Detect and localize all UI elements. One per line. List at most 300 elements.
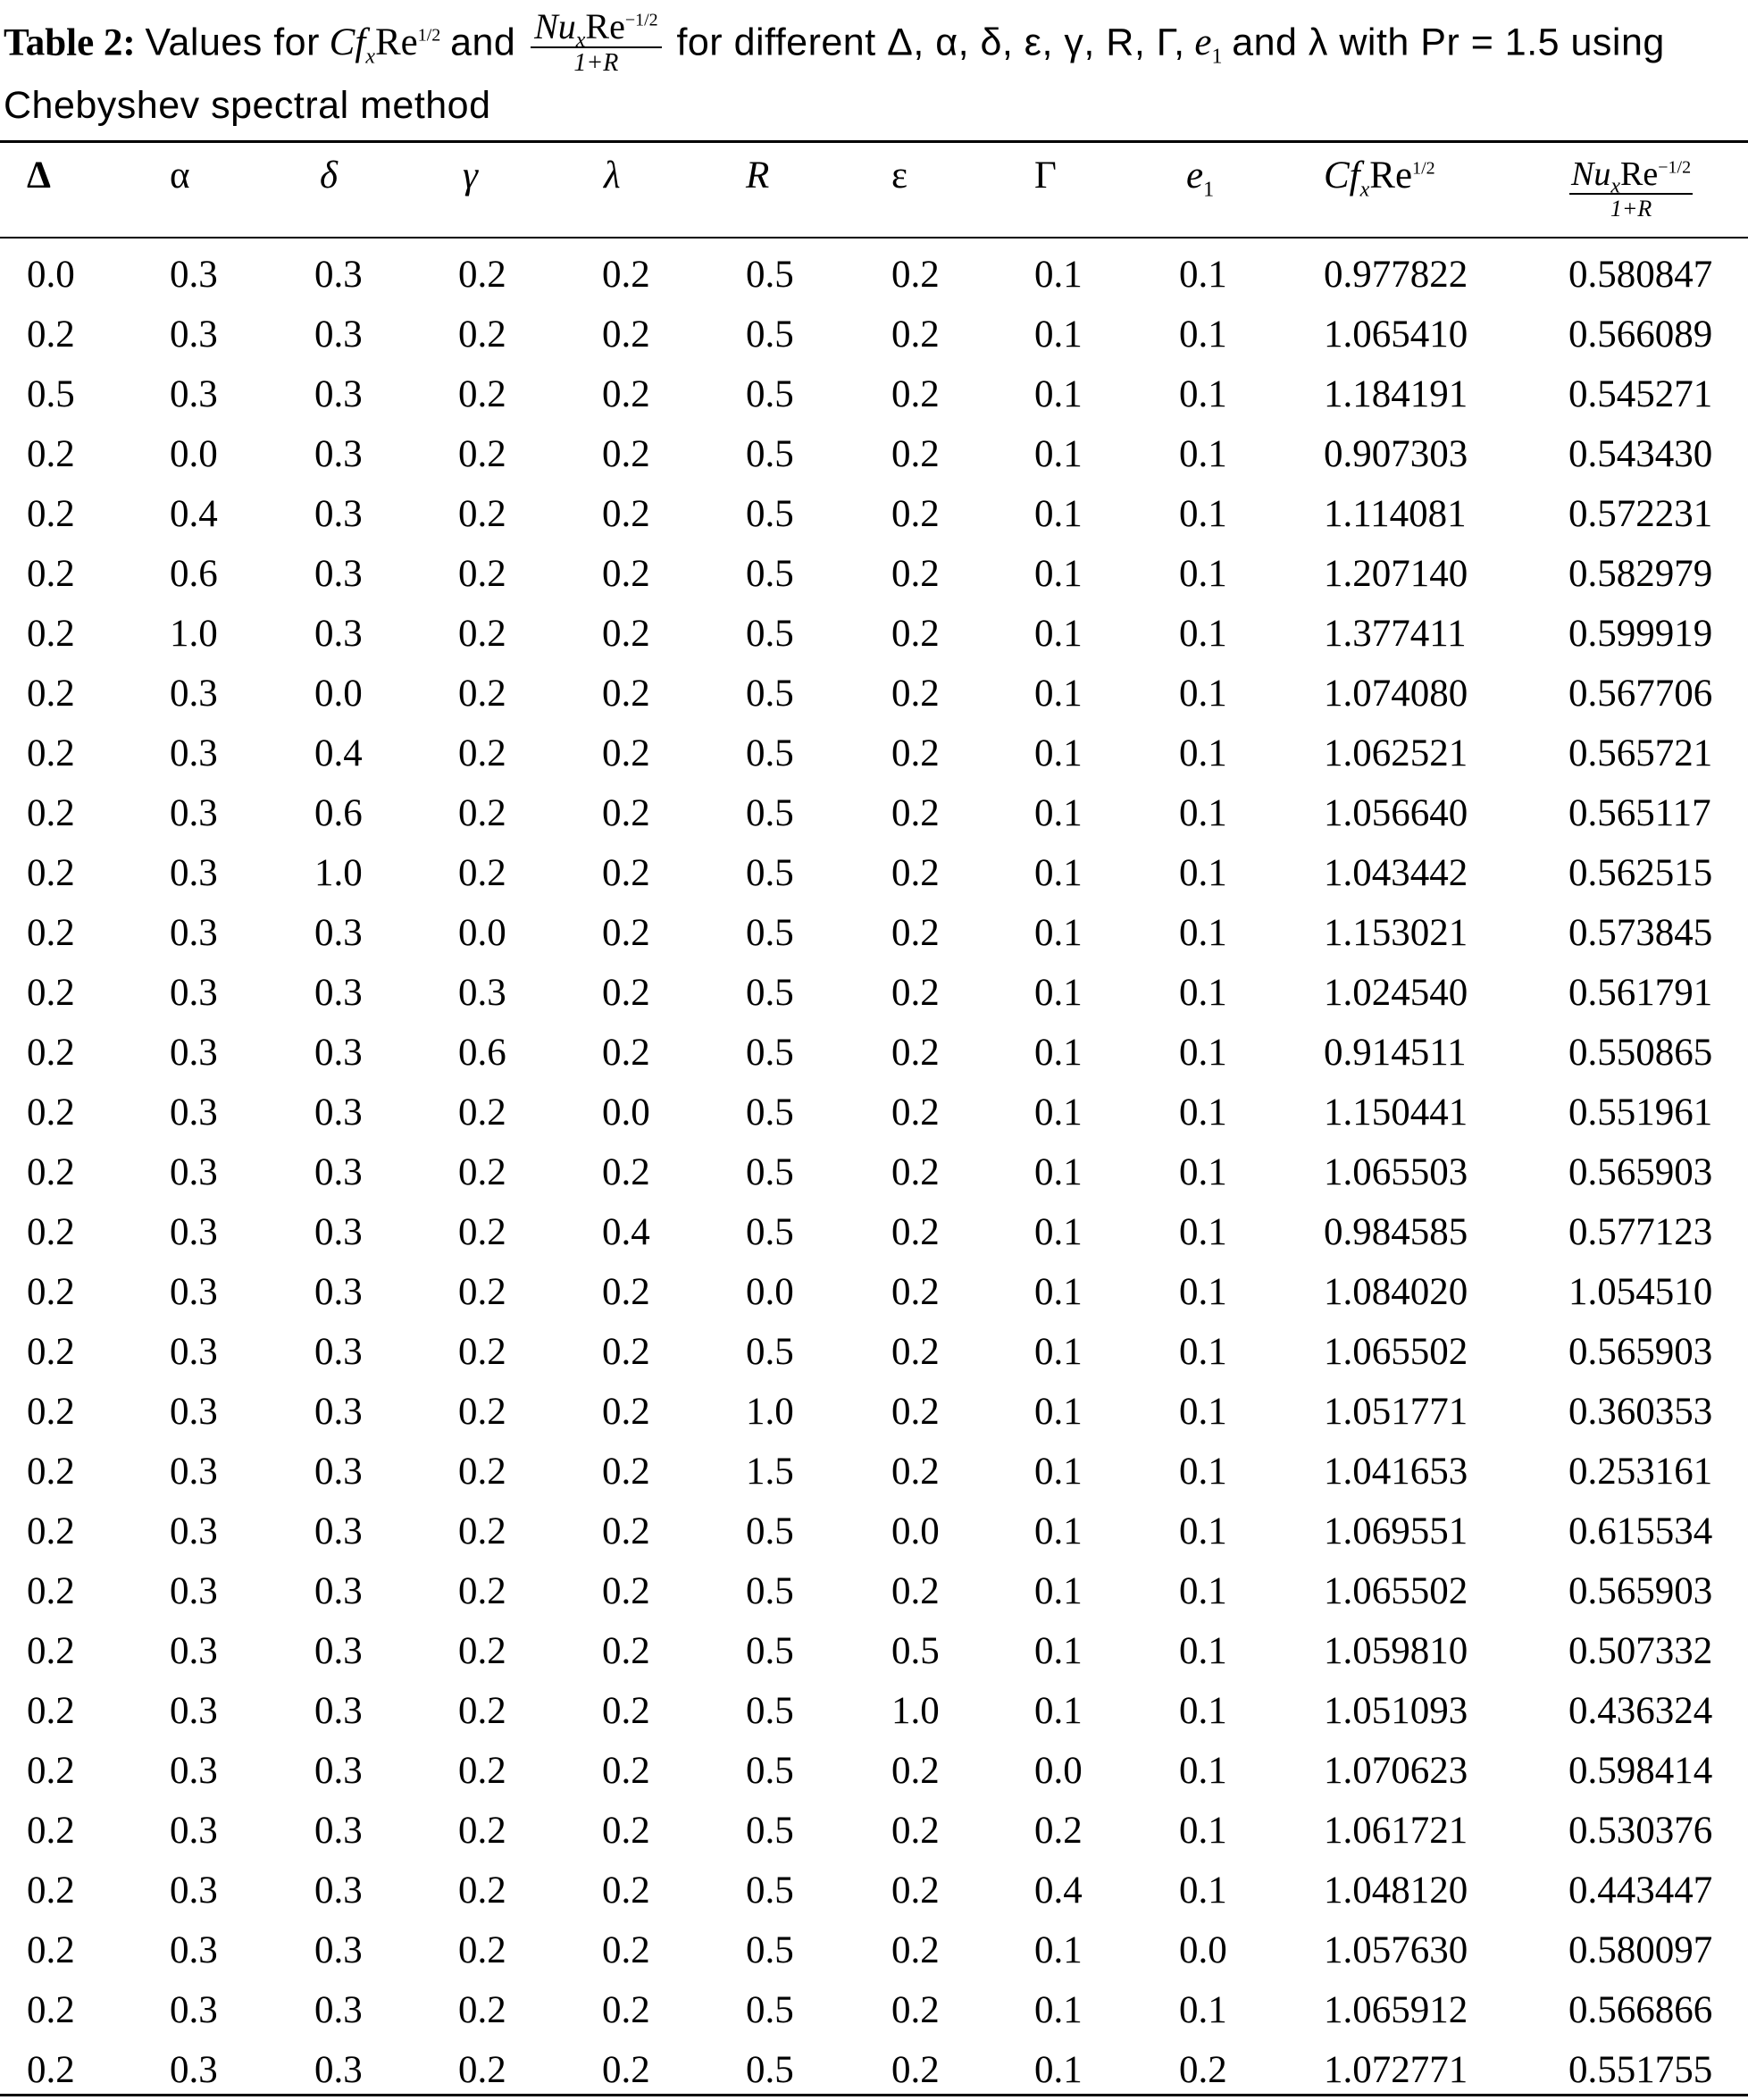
cell-gamma-upper: 0.1: [1034, 972, 1083, 1014]
cell-epsilon: 0.2: [891, 1750, 940, 1792]
cell-alpha: 0.3: [170, 1391, 218, 1433]
cell-lambda: 0.2: [602, 1391, 650, 1433]
cell-skin-friction: 0.977822: [1324, 254, 1468, 296]
cell-alpha: 0.3: [170, 1151, 218, 1193]
cell-skin-friction: 1.065503: [1324, 1151, 1468, 1193]
header-e1: $e_1$: [1186, 155, 1215, 202]
cell-gamma-upper: 0.1: [1034, 673, 1083, 715]
cell-lambda: 0.2: [602, 792, 650, 834]
cell-lambda: 0.2: [602, 553, 650, 595]
cell-skin-friction: 1.114081: [1324, 493, 1467, 535]
cell-delta: 0.3: [314, 314, 363, 356]
cell-gamma: 0.2: [458, 1451, 506, 1493]
cell-gamma: 0.2: [458, 613, 506, 655]
cell-r: 0.5: [746, 673, 794, 715]
cell-gamma-upper: 0.1: [1034, 912, 1083, 954]
cell-lambda: 0.2: [602, 373, 650, 415]
cell-gamma-upper: 0.2: [1034, 1810, 1083, 1852]
cell-alpha: 0.3: [170, 1032, 218, 1074]
cell-alpha: 0.3: [170, 852, 218, 894]
cell-gamma: 0.2: [458, 1690, 506, 1732]
cell-gamma: 0.2: [458, 1810, 506, 1852]
cell-lambda: 0.2: [602, 1870, 650, 1912]
cell-alpha: 0.3: [170, 732, 218, 774]
table-row: [0, 1621, 1748, 1681]
cell-skin-friction: 1.024540: [1324, 972, 1468, 1014]
cell-delta-upper: 0.2: [27, 792, 75, 834]
cell-gamma: 0.2: [458, 792, 506, 834]
cell-e1: 0.1: [1179, 1570, 1227, 1612]
cell-r: 0.5: [746, 1510, 794, 1552]
cell-e1: 0.1: [1179, 1690, 1227, 1732]
cell-gamma-upper: 0.4: [1034, 1870, 1083, 1912]
cell-delta-upper: 0.0: [27, 254, 75, 296]
cell-gamma-upper: 0.1: [1034, 2049, 1083, 2091]
table-row: [0, 1502, 1748, 1561]
table-row: [0, 1561, 1748, 1621]
cell-e1: 0.1: [1179, 1032, 1227, 1074]
cell-alpha: 0.3: [170, 254, 218, 296]
cell-gamma-upper: 0.1: [1034, 433, 1083, 475]
cell-epsilon: 0.2: [891, 852, 940, 894]
cell-r: 0.5: [746, 1870, 794, 1912]
cell-nusselt: 0.565117: [1568, 792, 1711, 834]
cell-r: 0.5: [746, 2049, 794, 2091]
cell-r: 0.5: [746, 1331, 794, 1373]
cell-lambda: 0.2: [602, 1032, 650, 1074]
cell-r: 0.5: [746, 732, 794, 774]
cell-gamma: 0.2: [458, 2049, 506, 2091]
cell-gamma-upper: 0.1: [1034, 493, 1083, 535]
cell-epsilon: 0.2: [891, 254, 940, 296]
cell-lambda: 0.2: [602, 1570, 650, 1612]
cell-delta: 0.3: [314, 1331, 363, 1373]
cell-e1: 0.1: [1179, 673, 1227, 715]
cell-alpha: 0.3: [170, 2049, 218, 2091]
cell-alpha: 0.3: [170, 1870, 218, 1912]
cell-delta-upper: 0.2: [27, 493, 75, 535]
cell-nusselt: 0.543430: [1568, 433, 1713, 475]
cell-nusselt: 0.567706: [1568, 673, 1713, 715]
caption-nu-fraction: $\frac{Nu_xRe^{-1/2}}{1+R}$: [531, 9, 662, 76]
cell-lambda: 0.2: [602, 314, 650, 356]
table-row: [0, 724, 1748, 783]
cell-gamma: 0.2: [458, 373, 506, 415]
cell-delta: 0.3: [314, 1211, 363, 1253]
cell-gamma: 0.2: [458, 1151, 506, 1193]
header-epsilon: ε: [891, 155, 908, 197]
cell-e1: 0.1: [1179, 912, 1227, 954]
cell-nusselt: 0.565903: [1568, 1331, 1713, 1373]
cell-e1: 0.1: [1179, 1092, 1227, 1134]
cell-epsilon: 0.5: [891, 1630, 940, 1672]
header-gamma: γ: [463, 155, 478, 197]
cell-nusselt: 0.360353: [1568, 1391, 1713, 1433]
cell-gamma: 0.2: [458, 314, 506, 356]
cell-delta: 0.3: [314, 373, 363, 415]
cell-delta-upper: 0.2: [27, 1092, 75, 1134]
cell-skin-friction: 0.914511: [1324, 1032, 1467, 1074]
cell-gamma: 0.2: [458, 1391, 506, 1433]
cell-delta-upper: 0.2: [27, 1451, 75, 1493]
cell-skin-friction: 1.056640: [1324, 792, 1468, 834]
cell-delta-upper: 0.5: [27, 373, 75, 415]
cell-alpha: 0.3: [170, 1750, 218, 1792]
cell-nusselt: 0.530376: [1568, 1810, 1713, 1852]
cell-delta-upper: 0.2: [27, 1151, 75, 1193]
cell-nusselt: 0.577123: [1568, 1211, 1713, 1253]
cell-r: 0.5: [746, 254, 794, 296]
caption-text-and-lambda: and λ with Pr = 1.5 using: [1232, 21, 1665, 64]
cell-gamma: 0.2: [458, 732, 506, 774]
cell-e1: 0.1: [1179, 1331, 1227, 1373]
cell-alpha: 0.3: [170, 673, 218, 715]
table-header-row: [0, 143, 1748, 236]
cell-delta-upper: 0.2: [27, 1750, 75, 1792]
cell-delta-upper: 0.2: [27, 673, 75, 715]
cell-alpha: 0.3: [170, 1211, 218, 1253]
cell-r: 0.5: [746, 1750, 794, 1792]
cell-gamma-upper: 0.0: [1034, 1750, 1083, 1792]
cell-lambda: 0.2: [602, 1929, 650, 1971]
cell-gamma-upper: 0.1: [1034, 1092, 1083, 1134]
caption-text-and: and: [450, 21, 516, 64]
cell-e1: 0.2: [1179, 2049, 1227, 2091]
cell-gamma: 0.2: [458, 852, 506, 894]
cell-gamma-upper: 0.1: [1034, 1451, 1083, 1493]
cell-r: 0.5: [746, 433, 794, 475]
table-bottom-rule: [0, 2094, 1748, 2096]
cell-delta: 0.3: [314, 493, 363, 535]
cell-delta: 1.0: [314, 852, 363, 894]
cell-delta: 0.3: [314, 972, 363, 1014]
cell-gamma: 0.2: [458, 1211, 506, 1253]
cell-delta: 0.3: [314, 1032, 363, 1074]
cell-nusselt: 0.582979: [1568, 553, 1713, 595]
cell-delta-upper: 0.2: [27, 1211, 75, 1253]
header-skin-friction: $Cf_xRe^{1/2}$: [1324, 155, 1435, 202]
cell-gamma-upper: 0.1: [1034, 1032, 1083, 1074]
caption-text-values-for: Values for: [145, 21, 320, 64]
cell-gamma-upper: 0.1: [1034, 1211, 1083, 1253]
cell-alpha: 0.3: [170, 972, 218, 1014]
cell-delta: 0.3: [314, 1630, 363, 1672]
cell-gamma: 0.2: [458, 1870, 506, 1912]
cell-gamma: 0.2: [458, 1510, 506, 1552]
cell-alpha: 0.3: [170, 1451, 218, 1493]
cell-delta-upper: 0.2: [27, 1032, 75, 1074]
cell-delta: 0.6: [314, 792, 363, 834]
cell-epsilon: 0.2: [891, 1570, 940, 1612]
cell-gamma-upper: 0.1: [1034, 852, 1083, 894]
cell-epsilon: 0.2: [891, 1870, 940, 1912]
cell-gamma: 0.2: [458, 1750, 506, 1792]
cell-e1: 0.1: [1179, 553, 1227, 595]
cell-gamma: 0.2: [458, 1989, 506, 2031]
cell-lambda: 0.2: [602, 1690, 650, 1732]
table-row: [0, 1142, 1748, 1202]
cell-e1: 0.1: [1179, 1271, 1227, 1313]
cell-skin-friction: 1.069551: [1324, 1510, 1468, 1552]
cell-lambda: 0.2: [602, 1630, 650, 1672]
cell-lambda: 0.2: [602, 493, 650, 535]
cell-r: 1.5: [746, 1451, 794, 1493]
caption-e1: $e_1$: [1194, 21, 1223, 69]
table-row: [0, 1023, 1748, 1083]
cell-alpha: 0.3: [170, 1630, 218, 1672]
cell-gamma: 0.2: [458, 1331, 506, 1373]
cell-epsilon: 0.2: [891, 2049, 940, 2091]
cell-epsilon: 0.2: [891, 1331, 940, 1373]
cell-e1: 0.1: [1179, 732, 1227, 774]
header-delta-upper: Δ: [27, 155, 51, 197]
cell-e1: 0.1: [1179, 1211, 1227, 1253]
cell-nusselt: 1.054510: [1568, 1271, 1713, 1313]
cell-gamma: 0.2: [458, 433, 506, 475]
cell-e1: 0.1: [1179, 433, 1227, 475]
cell-gamma: 0.2: [458, 1271, 506, 1313]
cell-skin-friction: 0.984585: [1324, 1211, 1468, 1253]
cell-r: 0.5: [746, 553, 794, 595]
cell-skin-friction: 1.070623: [1324, 1750, 1468, 1792]
cell-skin-friction: 1.051093: [1324, 1690, 1468, 1732]
cell-skin-friction: 1.065410: [1324, 314, 1468, 356]
cell-r: 0.5: [746, 852, 794, 894]
cell-nusselt: 0.566866: [1568, 1989, 1713, 2031]
cell-delta: 0.3: [314, 2049, 363, 2091]
cell-e1: 0.1: [1179, 1451, 1227, 1493]
cell-delta: 0.3: [314, 1870, 363, 1912]
cell-alpha: 0.3: [170, 1989, 218, 2031]
cell-nusselt: 0.443447: [1568, 1870, 1713, 1912]
cell-epsilon: 0.2: [891, 1032, 940, 1074]
cell-lambda: 0.2: [602, 433, 650, 475]
cell-gamma-upper: 0.1: [1034, 1570, 1083, 1612]
cell-gamma-upper: 0.1: [1034, 1929, 1083, 1971]
table-row: [0, 1382, 1748, 1442]
cell-lambda: 0.2: [602, 613, 650, 655]
cell-lambda: 0.0: [602, 1092, 650, 1134]
cell-delta: 0.3: [314, 1690, 363, 1732]
cell-delta-upper: 0.2: [27, 1331, 75, 1373]
cell-gamma-upper: 0.1: [1034, 1271, 1083, 1313]
cell-alpha: 0.3: [170, 792, 218, 834]
cell-gamma: 0.3: [458, 972, 506, 1014]
cell-lambda: 0.2: [602, 2049, 650, 2091]
cell-nusselt: 0.565903: [1568, 1151, 1713, 1193]
cell-delta-upper: 0.2: [27, 1870, 75, 1912]
cell-epsilon: 0.2: [891, 1451, 940, 1493]
table-body: [0, 245, 1748, 2100]
table-row: [0, 364, 1748, 424]
cell-epsilon: 0.0: [891, 1510, 940, 1552]
cell-r: 0.5: [746, 1092, 794, 1134]
cell-nusselt: 0.545271: [1568, 373, 1713, 415]
cell-delta-upper: 0.2: [27, 1690, 75, 1732]
cell-epsilon: 0.2: [891, 673, 940, 715]
header-gamma-upper: Γ: [1034, 155, 1057, 197]
cell-gamma: 0.2: [458, 1570, 506, 1612]
cell-skin-friction: 0.907303: [1324, 433, 1468, 475]
cell-alpha: 0.3: [170, 1271, 218, 1313]
cell-gamma: 0.2: [458, 1092, 506, 1134]
cell-alpha: 0.3: [170, 1570, 218, 1612]
cell-lambda: 0.2: [602, 1271, 650, 1313]
cell-delta-upper: 0.2: [27, 852, 75, 894]
table-row: [0, 245, 1748, 305]
cell-alpha: 0.6: [170, 553, 218, 595]
table-header-rule: [0, 237, 1748, 238]
cell-delta: 0.3: [314, 912, 363, 954]
cell-delta: 0.3: [314, 1929, 363, 1971]
cell-alpha: 0.3: [170, 1690, 218, 1732]
table-row: [0, 604, 1748, 664]
table-row: [0, 1083, 1748, 1142]
cell-gamma-upper: 0.1: [1034, 1510, 1083, 1552]
cell-gamma: 0.0: [458, 912, 506, 954]
cell-gamma-upper: 0.1: [1034, 1630, 1083, 1672]
cell-alpha: 0.3: [170, 1510, 218, 1552]
cell-alpha: 0.0: [170, 433, 218, 475]
cell-e1: 0.1: [1179, 1750, 1227, 1792]
cell-gamma-upper: 0.1: [1034, 1331, 1083, 1373]
cell-gamma-upper: 0.1: [1034, 254, 1083, 296]
cell-epsilon: 0.2: [891, 493, 940, 535]
cell-gamma: 0.2: [458, 1929, 506, 1971]
cell-r: 0.5: [746, 314, 794, 356]
cell-epsilon: 0.2: [891, 1211, 940, 1253]
cell-delta-upper: 0.2: [27, 1630, 75, 1672]
cell-epsilon: 0.2: [891, 373, 940, 415]
cell-skin-friction: 1.048120: [1324, 1870, 1468, 1912]
table-row: [0, 664, 1748, 724]
cell-lambda: 0.2: [602, 1451, 650, 1493]
cell-e1: 0.1: [1179, 972, 1227, 1014]
caption-text-for-different: for different Δ, α, δ, ε, γ, R, Γ,: [676, 21, 1185, 64]
cell-e1: 0.1: [1179, 1989, 1227, 2031]
table-row: [0, 2040, 1748, 2100]
cell-e1: 0.1: [1179, 613, 1227, 655]
cell-r: 0.5: [746, 1690, 794, 1732]
cell-skin-friction: 1.072771: [1324, 2049, 1468, 2091]
cell-gamma-upper: 0.1: [1034, 792, 1083, 834]
cell-epsilon: 0.2: [891, 1271, 940, 1313]
cell-epsilon: 0.2: [891, 433, 940, 475]
cell-skin-friction: 1.065502: [1324, 1570, 1468, 1612]
cell-delta-upper: 0.2: [27, 314, 75, 356]
table-row: [0, 1920, 1748, 1980]
cell-delta: 0.3: [314, 613, 363, 655]
cell-delta-upper: 0.2: [27, 732, 75, 774]
cell-skin-friction: 1.065912: [1324, 1989, 1468, 2031]
cell-alpha: 1.0: [170, 613, 218, 655]
cell-e1: 0.1: [1179, 373, 1227, 415]
cell-skin-friction: 1.184191: [1324, 373, 1468, 415]
cell-delta: 0.3: [314, 254, 363, 296]
cell-delta: 0.3: [314, 1810, 363, 1852]
cell-alpha: 0.3: [170, 314, 218, 356]
cell-e1: 0.1: [1179, 1391, 1227, 1433]
header-r: R: [746, 155, 770, 197]
cell-delta: 0.3: [314, 433, 363, 475]
cell-epsilon: 0.2: [891, 732, 940, 774]
table-row: [0, 843, 1748, 903]
cell-gamma-upper: 0.1: [1034, 1391, 1083, 1433]
cell-nusselt: 0.566089: [1568, 314, 1713, 356]
cell-e1: 0.1: [1179, 1630, 1227, 1672]
cell-delta: 0.3: [314, 1391, 363, 1433]
cell-skin-friction: 1.059810: [1324, 1630, 1468, 1672]
cell-epsilon: 0.2: [891, 1989, 940, 2031]
cell-delta-upper: 0.2: [27, 972, 75, 1014]
cell-epsilon: 0.2: [891, 1092, 940, 1134]
cell-nusselt: 0.598414: [1568, 1750, 1713, 1792]
cell-e1: 0.1: [1179, 314, 1227, 356]
cell-nusselt: 0.562515: [1568, 852, 1713, 894]
cell-lambda: 0.2: [602, 254, 650, 296]
cell-skin-friction: 1.084020: [1324, 1271, 1468, 1313]
table-row: [0, 1681, 1748, 1741]
cell-nusselt: 0.580847: [1568, 254, 1713, 296]
cell-r: 0.5: [746, 1151, 794, 1193]
cell-skin-friction: 1.150441: [1324, 1092, 1468, 1134]
cell-delta-upper: 0.2: [27, 2049, 75, 2091]
cell-gamma-upper: 0.1: [1034, 1989, 1083, 2031]
table-row: [0, 1442, 1748, 1502]
cell-r: 0.5: [746, 1211, 794, 1253]
cell-alpha: 0.3: [170, 1092, 218, 1134]
cell-delta-upper: 0.2: [27, 1810, 75, 1852]
table-row: [0, 1980, 1748, 2040]
cell-lambda: 0.2: [602, 1151, 650, 1193]
cell-skin-friction: 1.041653: [1324, 1451, 1468, 1493]
cell-delta: 0.3: [314, 1451, 363, 1493]
cell-nusselt: 0.436324: [1568, 1690, 1713, 1732]
cell-skin-friction: 1.065502: [1324, 1331, 1468, 1373]
cell-delta-upper: 0.2: [27, 433, 75, 475]
cell-skin-friction: 1.057630: [1324, 1929, 1468, 1971]
cell-delta: 0.0: [314, 673, 363, 715]
cell-nusselt: 0.573845: [1568, 912, 1713, 954]
cell-delta: 0.3: [314, 1570, 363, 1612]
cell-gamma: 0.2: [458, 254, 506, 296]
cell-e1: 0.1: [1179, 1870, 1227, 1912]
cell-delta-upper: 0.2: [27, 1989, 75, 2031]
cell-gamma-upper: 0.1: [1034, 373, 1083, 415]
cell-e1: 0.1: [1179, 1510, 1227, 1552]
cell-epsilon: 0.2: [891, 613, 940, 655]
cell-alpha: 0.3: [170, 1331, 218, 1373]
cell-delta: 0.3: [314, 1271, 363, 1313]
cell-gamma-upper: 0.1: [1034, 314, 1083, 356]
cell-e1: 0.1: [1179, 792, 1227, 834]
cell-gamma-upper: 0.1: [1034, 732, 1083, 774]
cell-r: 0.5: [746, 912, 794, 954]
cell-nusselt: 0.565903: [1568, 1570, 1713, 1612]
header-alpha: α: [170, 155, 190, 197]
cell-r: 0.5: [746, 1032, 794, 1074]
cell-lambda: 0.2: [602, 1989, 650, 2031]
cell-r: 0.5: [746, 1989, 794, 2031]
cell-nusselt: 0.572231: [1568, 493, 1713, 535]
cell-nusselt: 0.551961: [1568, 1092, 1713, 1134]
cell-lambda: 0.2: [602, 852, 650, 894]
cell-nusselt: 0.615534: [1568, 1510, 1713, 1552]
cell-e1: 0.1: [1179, 493, 1227, 535]
cell-delta-upper: 0.2: [27, 1510, 75, 1552]
cell-e1: 0.0: [1179, 1929, 1227, 1971]
cell-gamma: 0.2: [458, 553, 506, 595]
